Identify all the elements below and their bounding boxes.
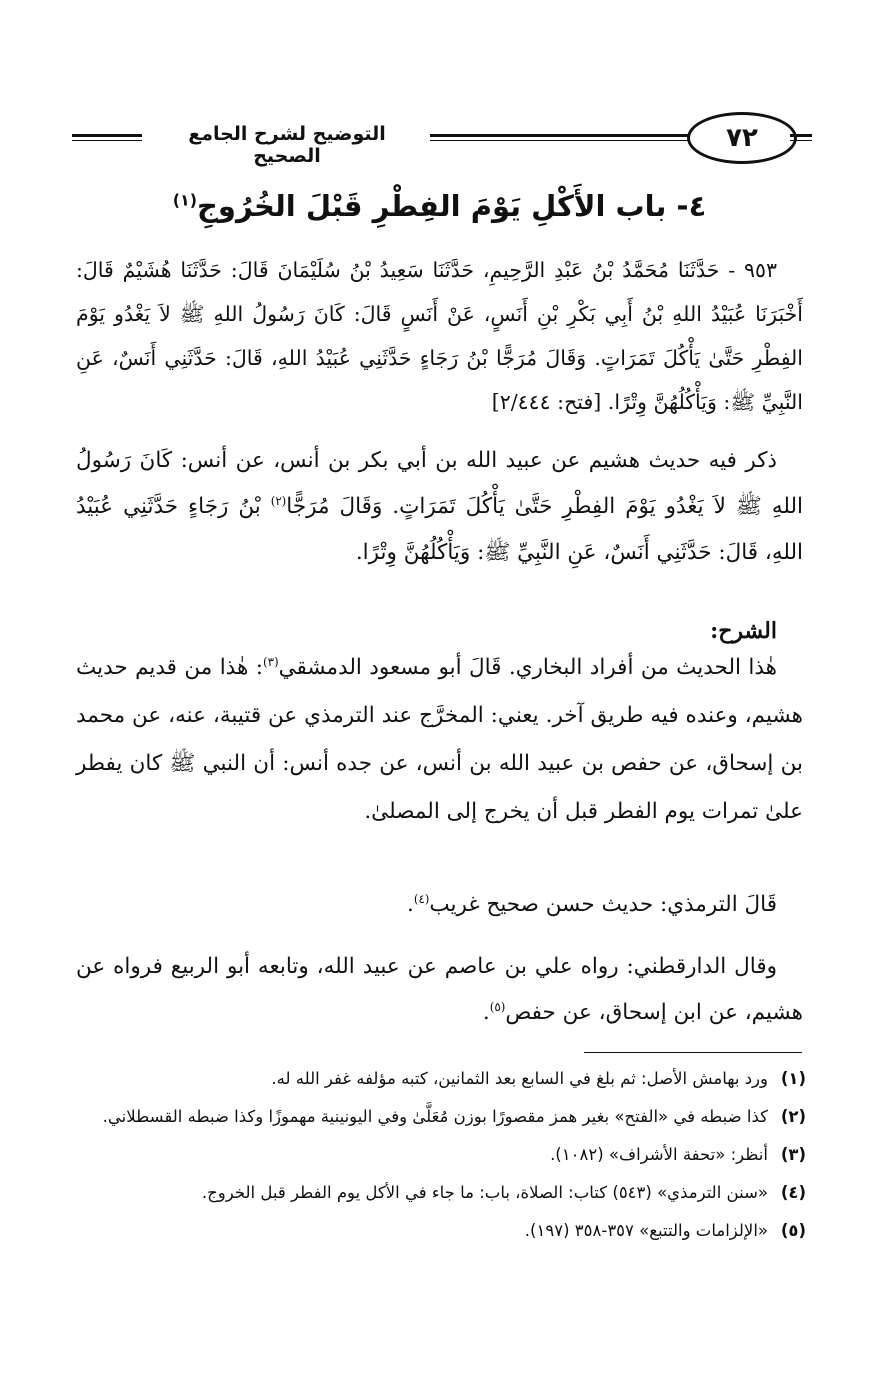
header-rule-right (790, 134, 812, 141)
paragraph (76, 944, 803, 1036)
paragraph-text: بْنُ رَجَاءٍ حَدَّثَنِي عُبَيْدُ اللهِ، قَالَ: حَدَّثَنِي أَنَسٌ، عَنِ النَّبِيِّ ﷺ: وَيَأْكُلُهُنَّ وِتْرًا. (76, 494, 803, 565)
chapter-heading (80, 184, 799, 228)
header-rule-middle (430, 134, 695, 141)
paragraph (76, 438, 803, 576)
footnote-item (86, 1212, 806, 1250)
footnote-item (86, 1136, 806, 1174)
hadith-body: ٩٥٣ - حَدَّثَنَا مُحَمَّدُ بْنُ عَبْدِ الرَّحِيمِ، حَدَّثَنَا سَعِيدُ بْنُ سُلَيْمَانَ قَالَ: حَدَّثَنَا هُشَيْمٌ قَالَ: أَخْبَرَنَا عُبَيْدُ اللهِ بْنُ أَبِي بَكْرِ بْنِ أَنَسٍ، عَنْ أَنَسٍ قَالَ: كَانَ رَسُولُ اللهِ ﷺ لاَ يَغْدُو يَوْمَ الفِطْرِ حَتَّىٰ يَأْكُلَ تَمَرَاتٍ. وَقَالَ مُرَجًّا بْنُ رَجَاءٍ حَدَّثَنِي عُبَيْدُ اللهِ، قَالَ: حَدَّثَنِي أَنَسٌ، عَنِ النَّبِيِّ ﷺ: وَيَأْكُلُهُنَّ وِتْرًا. [فتح: ٢/٤٤٤] (76, 258, 803, 414)
footnote-text: كذا ضبطه في «الفتح» بغير همز مقصورًا بوزن مُعَلَّىٰ وفي اليونينية مهموزًا وكذا ضبطه القسطلاني. (102, 1107, 768, 1126)
footnote-text: ورد بهامش الأصل: ثم بلغ في السابع بعد الثمانين، كتبه مؤلفه غفر الله له. (271, 1069, 768, 1088)
paragraph-text: : هٰذا من قديم حديث هشيم، وعنده فيه طريق آخر. يعني: المخرَّج عند الترمذي عن قتيبة، عنه، عن محمد بن إسحاق، عن حفص بن عبيد الله بن أنس، عن جده أنس: أن النبي ﷺ كان يفطر علىٰ تمرات يوم الفطر قبل أن يخرج إلى المصلىٰ. (76, 655, 803, 824)
footnote-number: (٥) (780, 1221, 806, 1240)
footnote-ref: (١) (172, 190, 198, 210)
footnote-ref: (٣) (262, 654, 279, 669)
sharh-label: الشرح: (710, 618, 777, 644)
footnote-ref: (٥) (489, 999, 506, 1014)
paragraph-text: وقال الدارقطني: رواه علي بن عاصم عن عبيد الله، وتابعه أبو الربيع فرواه عن هشيم، عن ابن إسحاق، عن حفص (76, 954, 803, 1025)
running-header (72, 112, 807, 172)
footnote-ref: (٤) (413, 891, 430, 906)
running-title: التوضيح لشرح الجامع الصحيح (188, 123, 386, 167)
header-rule-left (72, 134, 142, 141)
hadith-text (76, 248, 803, 424)
paragraph-text: هٰذا الحديث من أفراد البخاري. قَالَ أبو مسعود الدمشقي (278, 655, 777, 680)
page-number: ٧٢ (687, 112, 797, 164)
paragraph-text: . (406, 892, 414, 917)
chapter-title: ٤- باب الأَكْلِ يَوْمَ الفِطْرِ قَبْلَ الخُرُوجِ (197, 189, 707, 223)
footnote-number: (٢) (780, 1107, 806, 1126)
footnote-separator (584, 1052, 802, 1053)
footnotes (86, 1060, 806, 1250)
paragraph (76, 882, 803, 928)
footnote-text: «الإلزامات والتتبع» ٣٥٧-٣٥٨ (١٩٧). (524, 1221, 768, 1240)
paragraph-text: . (482, 1000, 490, 1025)
paragraph-text: ذكر فيه حديث هشيم عن عبيد الله بن أبي بكر بن أنس، عن أنس: كَانَ رَسُولُ اللهِ ﷺ لاَ يَغْدُو يَوْمَ الفِطْرِ حَتَّىٰ يَأْكُلَ تَمَرَاتٍ. وَقَالَ مُرَجًّا (76, 448, 804, 519)
footnote-text: أنظر: «تحفة الأشراف» (١٠٨٢). (550, 1145, 768, 1164)
footnote-item (86, 1098, 806, 1136)
footnote-item (86, 1060, 806, 1098)
footnote-ref: (٢) (270, 493, 287, 508)
footnote-number: (٤) (780, 1183, 806, 1202)
footnote-number: (١) (780, 1069, 806, 1088)
paragraph (76, 644, 803, 836)
footnote-text: «سنن الترمذي» (٥٤٣) كتاب: الصلاة، باب: ما جاء في الأكل يوم الفطر قبل الخروج. (201, 1183, 768, 1202)
footnote-number: (٣) (780, 1145, 806, 1164)
paragraph-text: قَالَ الترمذي: حديث حسن صحيح غريب (429, 892, 777, 917)
footnote-item (86, 1174, 806, 1212)
